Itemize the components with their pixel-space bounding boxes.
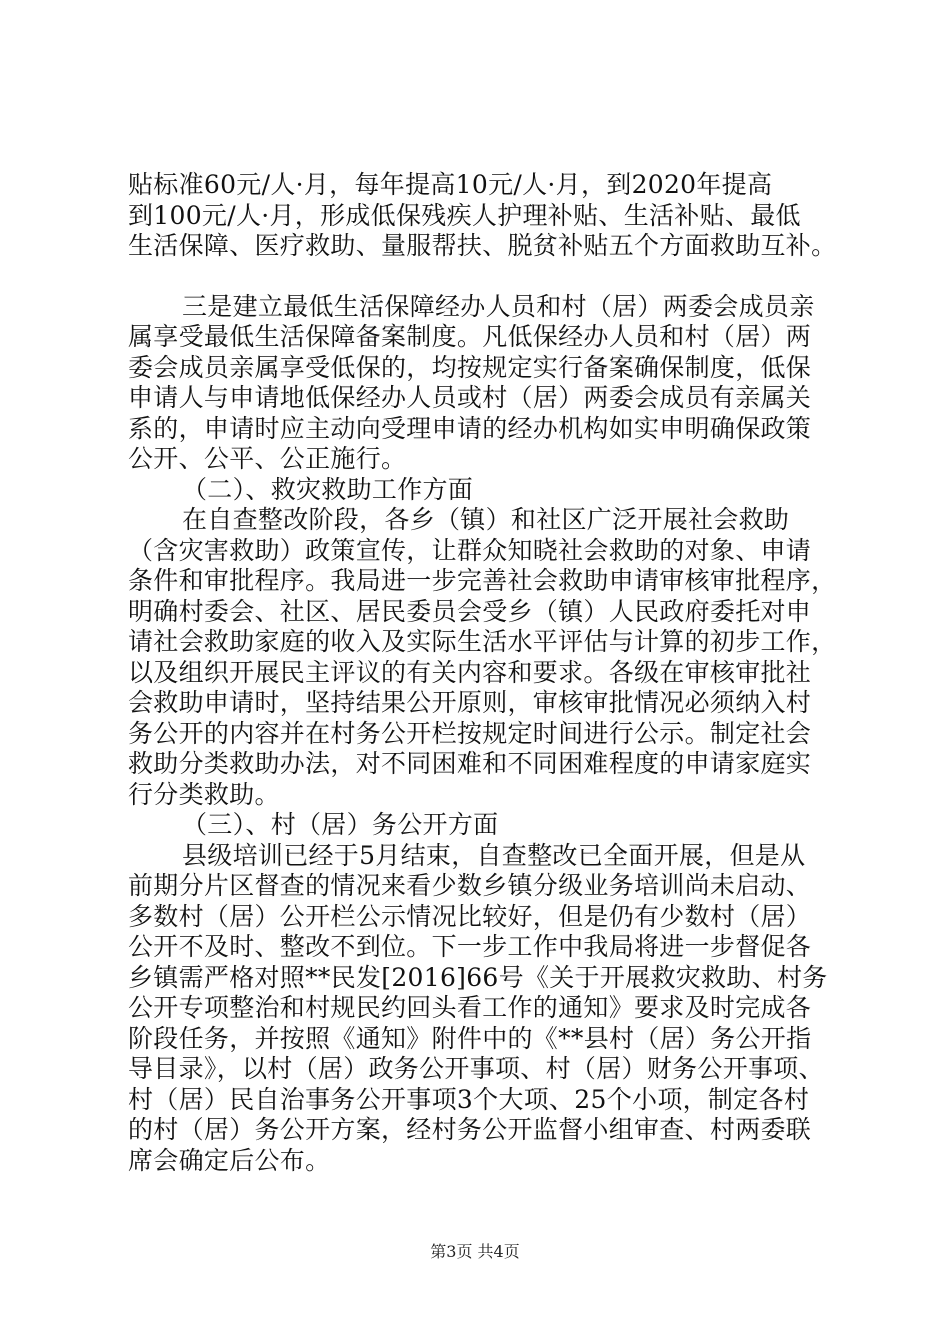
text-line: 委会成员亲属享受低保的，均按规定实行备案确保制度，低保 [128,352,812,382]
text-line: 行分类救助。 [128,779,280,809]
text-line: 系的，申请时应主动向受理申请的经办机构如实申明确保政策 [128,413,812,443]
text-line: 请社会救助家庭的收入及实际生活水平评估与计算的初步工作， [128,627,837,656]
text-line: 村（居）民自治事务公开事项3个大项、25个小项，制定各村 [128,1084,810,1114]
text-line: 申请人与申请地低保经办人员或村（居）两委会成员有亲属关 [128,383,812,412]
text-line: 的村（居）务公开方案，经村务公开监督小组审查、村两委联 [128,1115,812,1144]
document-body [128,170,858,1176]
text-line: 明确村委会、社区、居民委员会受乡（镇）人民政府委托对申 [128,596,812,626]
text-line: 条件和审批程序。我局进一步完善社会救助申请审核审批程序， [128,566,837,595]
text-line: 阶段任务，并按照《通知》附件中的《**县村（居）务公开指 [128,1023,812,1053]
text-line: 以及组织开展民主评议的有关内容和要求。各级在审核审批社 [128,657,812,687]
paragraph-three-start: 三是建立最低生活保障经办人员和村（居）两委会成员亲 [182,291,815,321]
text-line: 公开专项整治和村规民约回头看工作的通知》要求及时完成各 [128,993,812,1022]
paragraph-gap [128,262,858,292]
text-line: 属享受最低生活保障备案制度。凡低保经办人员和村（居）两 [128,322,812,351]
text-line: 前期分片区督查的情况来看少数乡镇分级业务培训尚未启动、 [128,871,812,900]
section-heading-2: （二）、救灾救助工作方面 [182,474,474,504]
text-line: 会救助申请时，坚持结果公开原则，审核审批情况必须纳入村 [128,688,812,717]
text-line: 救助分类救助办法，对不同困难和不同困难程度的申请家庭实 [128,749,812,778]
text-line: 生活保障、医疗救助、量服帮扶、脱贫补贴五个方面救助互补。 [128,231,837,260]
text-line: 多数村（居）公开栏公示情况比较好，但是仍有少数村（居） [128,901,812,931]
paragraph-start: 县级培训已经于5月结束，自查整改已全面开展，但是从 [182,840,806,870]
paragraph-start: 在自查整改阶段，各乡（镇）和社区广泛开展社会救助 [182,505,790,534]
text-line: 贴标准60元/人·月，每年提高10元/人·月，到2020年提高 [128,170,773,199]
page-footer: 第3页 共4页 [430,1242,520,1261]
section-heading-3: （三）、村（居）务公开方面 [182,810,499,839]
text-line: 公开不及时、整改不到位。下一步工作中我局将进一步督促各 [128,932,812,961]
text-line: 导目录》，以村（居）政务公开事项、村（居）财务公开事项、 [128,1054,824,1083]
text-line: 乡镇需严格对照**民发[2016]66号《关于开展救灾救助、村务 [128,962,828,992]
text-line: 席会确定后公布。 [128,1145,331,1175]
text-line: 到100元/人·月，形成低保残疾人护理补贴、生活补贴、最低 [128,200,801,230]
text-line: （含灾害救助）政策宣传，让群众知晓社会救助的对象、申请 [128,535,812,565]
text-line: 公开、公平、公正施行。 [128,444,407,473]
text-line: 务公开的内容并在村务公开栏按规定时间进行公示。制定社会 [128,718,812,748]
